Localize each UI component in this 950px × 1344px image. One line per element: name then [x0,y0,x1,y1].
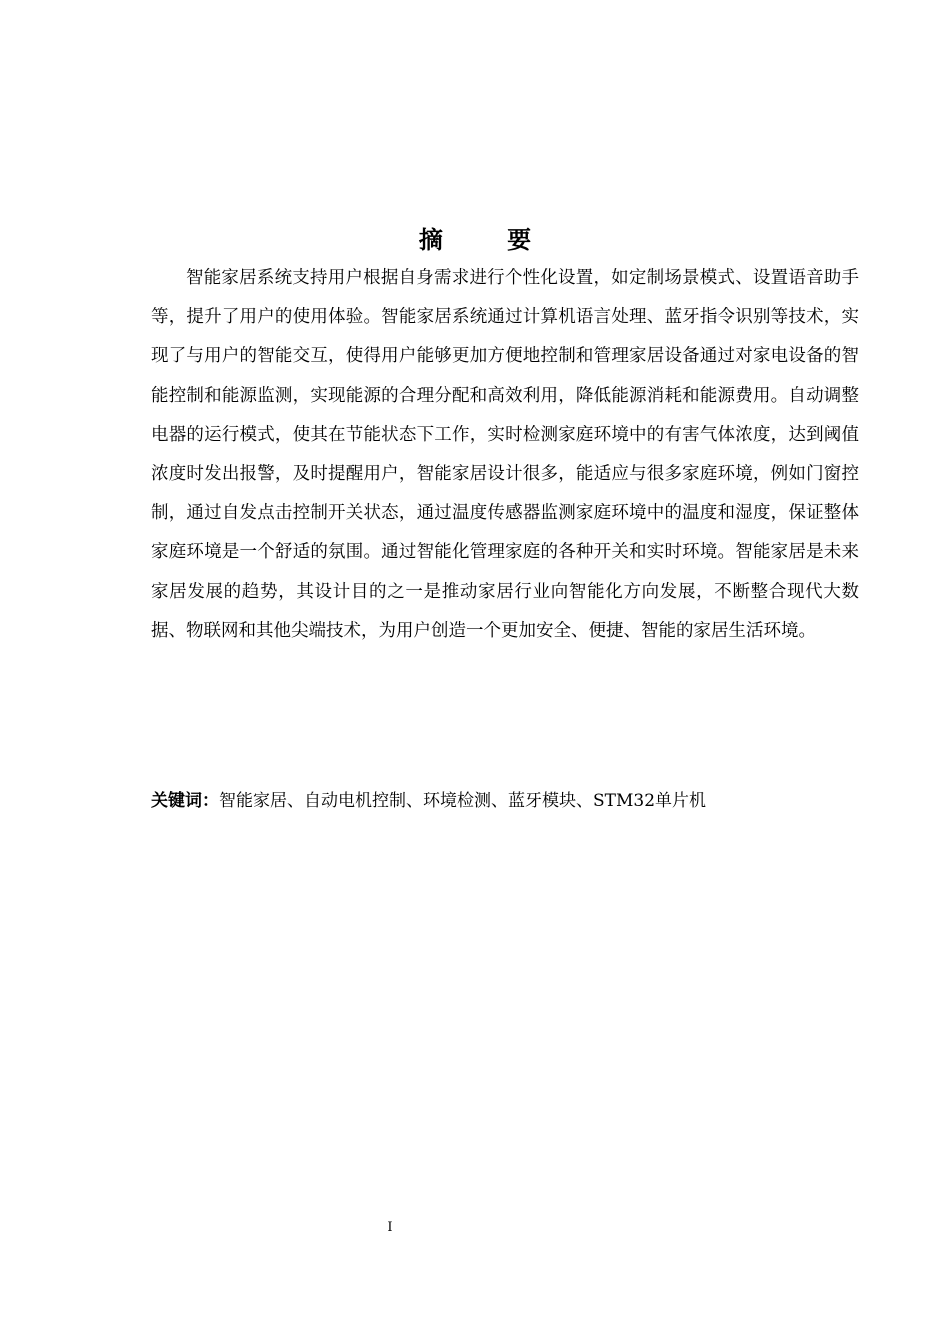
abstract-body: 智能家居系统支持用户根据自身需求进行个性化设置，如定制场景模式、设置语音助手等，提升了用户的使用体验。智能家居系统通过计算机语言处理、蓝牙指令识别等技术，实现了与用户的智能交互，使得用户能够更加方便地控制和管理家居设备通过对家电设备的智能控制和能源监测，实现能源的合理分配和高效利用，降低能源消耗和能源费用。自动调整电器的运行模式，使其在节能状态下工作，实时检测家庭环境中的有害气体浓度，达到阈值浓度时发出报警，及时提醒用户，智能家居设计很多，能适应与很多家庭环境，例如门窗控制，通过自发点击控制开关状态，通过温度传感器监测家庭环境中的温度和湿度，保证整体家庭环境是一个舒适的氛围。通过智能化管理家庭的各种开关和实时环境。智能家居是未来家居发展的趋势，其设计目的之一是推动家居行业向智能化方向发展，不断整合现代大数据、物联网和其他尖端技术，为用户创造一个更加安全、便捷、智能的家居生活环境。 [151,268,859,641]
keywords-label: 关键词： [151,791,219,811]
page-number: I [387,1220,393,1235]
keywords-value: 智能家居、自动电机控制、环境检测、蓝牙模块、STM32单片机 [219,791,707,811]
keywords-line [151,784,859,818]
abstract-title: 摘 要 [418,226,560,254]
